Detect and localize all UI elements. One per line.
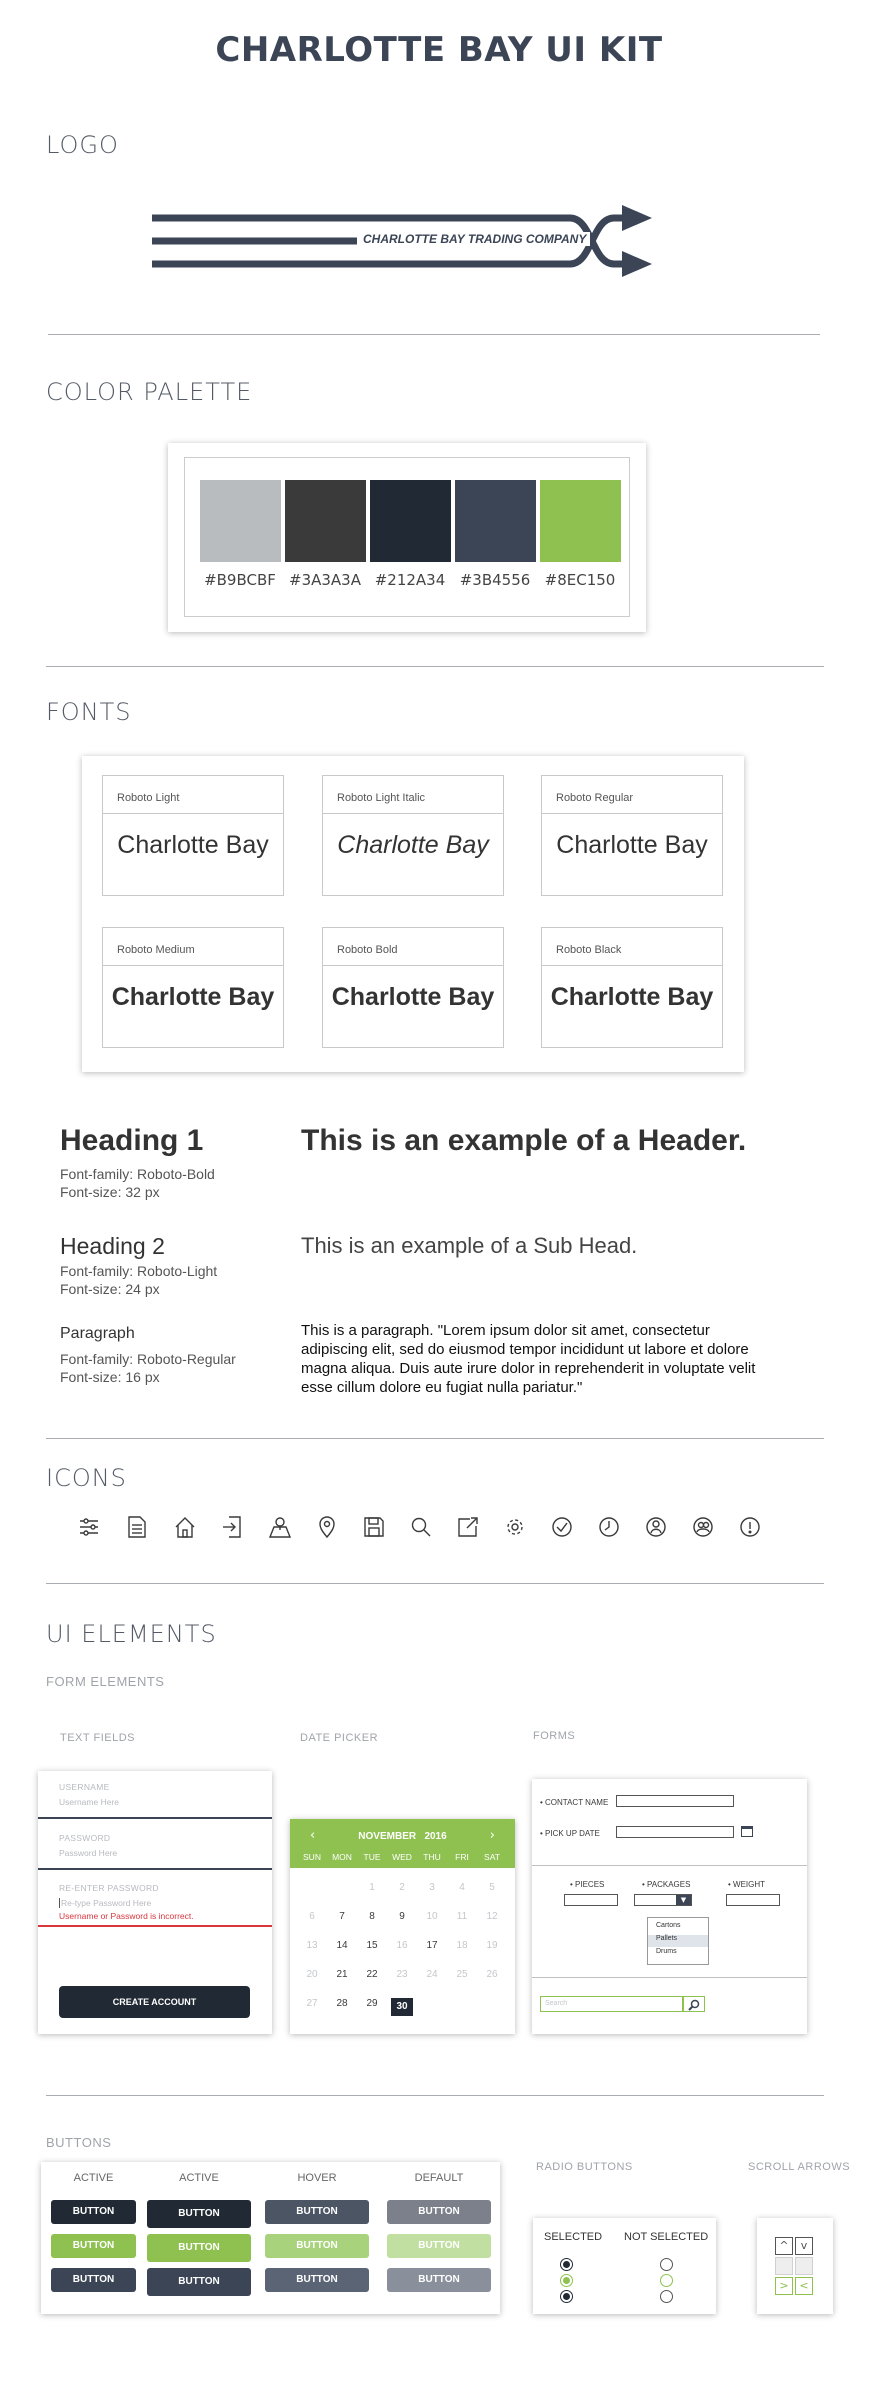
search-icon bbox=[413, 1519, 431, 1537]
date-picker-label: DATE PICKER bbox=[300, 1732, 379, 1744]
scroll-arrows-card bbox=[757, 2218, 833, 2314]
error-message: Username or Password is incorrect. bbox=[59, 1911, 194, 1921]
forms-card bbox=[532, 1779, 807, 2034]
forms-label: FORMS bbox=[533, 1730, 576, 1742]
divider bbox=[46, 1583, 824, 1584]
button-sample[interactable]: BUTTON bbox=[147, 2200, 251, 2228]
scroll-arrows-label: SCROLL ARROWS bbox=[748, 2161, 851, 2173]
calendar-weekday: FRI bbox=[455, 1852, 469, 1862]
calendar-weekday: SUN bbox=[303, 1852, 321, 1862]
calendar-date[interactable]: 21 bbox=[336, 1969, 348, 1980]
repassword-label: RE-ENTER PASSWORD bbox=[59, 1883, 159, 1893]
button-sample[interactable]: BUTTON bbox=[51, 2234, 136, 2258]
color-hex-label: #212A34 bbox=[374, 571, 446, 589]
divider bbox=[46, 666, 824, 667]
chevron-down-icon: ▼ bbox=[676, 1895, 691, 1905]
calendar-date[interactable]: 17 bbox=[426, 1940, 438, 1951]
pieces-input[interactable] bbox=[564, 1894, 618, 1906]
font-sample-box bbox=[102, 927, 284, 1048]
calendar-date[interactable]: 6 bbox=[309, 1911, 315, 1922]
calendar-date[interactable]: 29 bbox=[366, 1998, 378, 2009]
calendar-date[interactable]: 14 bbox=[336, 1940, 348, 1951]
button-sample[interactable]: BUTTON bbox=[265, 2268, 369, 2292]
location-pin-icon bbox=[320, 1517, 334, 1537]
font-name-label: Roboto Bold bbox=[323, 928, 503, 966]
packages-option[interactable]: Pallets bbox=[648, 1935, 708, 1947]
font-sample-box bbox=[541, 927, 723, 1048]
button-sample[interactable]: BUTTON bbox=[387, 2200, 491, 2224]
calendar-date[interactable]: 28 bbox=[336, 1998, 348, 2009]
calendar-date[interactable]: 11 bbox=[456, 1911, 468, 1922]
date-picker-card bbox=[290, 1819, 515, 2034]
search-icon bbox=[684, 1998, 704, 2012]
pieces-label: • PIECES bbox=[570, 1880, 605, 1889]
font-name-label: Roboto Light bbox=[103, 776, 283, 814]
scroll-up-disabled-icon bbox=[775, 2257, 793, 2275]
radio-unselected[interactable] bbox=[660, 2290, 673, 2303]
font-name-label: Roboto Black bbox=[542, 928, 722, 966]
calendar-date-selected[interactable]: 30 bbox=[391, 1998, 413, 2016]
font-name-label: Roboto Light Italic bbox=[323, 776, 503, 814]
font-sample-box bbox=[322, 775, 504, 896]
users-circle-icon bbox=[694, 1518, 712, 1536]
heading2-family: Font-family: Roboto-Light bbox=[60, 1263, 218, 1279]
color-swatch bbox=[285, 480, 366, 562]
button-sample[interactable]: BUTTON bbox=[51, 2268, 136, 2292]
divider bbox=[48, 334, 820, 335]
selected-header: SELECTED bbox=[544, 2231, 603, 2243]
search-button[interactable] bbox=[683, 1996, 705, 2012]
repassword-input[interactable]: Re-type Password Here Username or Password is incorrect. bbox=[38, 1895, 272, 1927]
color-hex-label: #B9BCBF bbox=[204, 571, 276, 589]
form-elements-label: FORM ELEMENTS bbox=[46, 1674, 165, 1689]
scroll-right-icon[interactable]: > bbox=[775, 2277, 793, 2295]
font-name-label: Roboto Medium bbox=[103, 928, 283, 966]
username-label: USERNAME bbox=[59, 1782, 110, 1792]
info-icon bbox=[741, 1518, 759, 1536]
heading2-title: Heading 2 bbox=[60, 1233, 165, 1259]
calendar-month: NOVEMBER bbox=[358, 1831, 417, 1842]
radio-dot bbox=[563, 2293, 570, 2300]
divider bbox=[46, 1438, 824, 1439]
font-sample-text: Charlotte Bay bbox=[337, 831, 489, 859]
button-sample[interactable]: BUTTON bbox=[147, 2234, 251, 2262]
document-icon bbox=[129, 1517, 145, 1537]
calendar-date[interactable]: 16 bbox=[396, 1940, 408, 1951]
calendar-date[interactable]: 13 bbox=[306, 1940, 318, 1951]
calendar-date[interactable]: 8 bbox=[369, 1911, 375, 1922]
button-column-header: ACTIVE bbox=[73, 2172, 114, 2184]
color-swatch bbox=[455, 480, 536, 562]
paragraph-family: Font-family: Roboto-Regular bbox=[60, 1351, 236, 1367]
section-title-palette: COLOR PALETTE bbox=[46, 378, 253, 406]
packages-dropdown bbox=[647, 1917, 709, 1965]
color-hex-label: #3A3A3A bbox=[289, 571, 361, 589]
radio-buttons-label: RADIO BUTTONS bbox=[536, 2161, 633, 2173]
button-sample[interactable]: BUTTON bbox=[387, 2268, 491, 2292]
calendar-prev-button[interactable]: ‹ bbox=[310, 1828, 316, 1843]
font-sample-text: Charlotte Bay bbox=[550, 983, 714, 1011]
company-logo bbox=[152, 205, 652, 285]
check-circle-icon bbox=[553, 1518, 571, 1536]
pickup-date-label: • PICK UP DATE bbox=[540, 1829, 600, 1838]
section-title-ui: UI ELEMENTS bbox=[46, 1620, 217, 1648]
heading2-example: This is an example of a Sub Head. bbox=[301, 1233, 638, 1258]
calendar-date[interactable]: 24 bbox=[426, 1969, 438, 1980]
password-input[interactable]: Password Here bbox=[38, 1845, 272, 1870]
radio-dot bbox=[563, 2261, 570, 2268]
gear-icon bbox=[508, 1520, 522, 1534]
contact-name-label: • CONTACT NAME bbox=[540, 1798, 609, 1807]
calendar-weekday: THU bbox=[423, 1852, 441, 1862]
scroll-down-icon[interactable]: v bbox=[795, 2237, 813, 2255]
calendar-date[interactable]: 2 bbox=[399, 1882, 405, 1893]
button-sample[interactable]: BUTTON bbox=[265, 2200, 369, 2224]
password-label: PASSWORD bbox=[59, 1833, 111, 1843]
not-selected-header: NOT SELECTED bbox=[624, 2231, 709, 2243]
search-input[interactable]: Search bbox=[540, 1996, 683, 2012]
font-sample-box bbox=[541, 775, 723, 896]
calendar-date[interactable]: 18 bbox=[456, 1940, 468, 1951]
color-swatch bbox=[540, 480, 621, 562]
calendar-date[interactable]: 10 bbox=[426, 1911, 438, 1922]
calendar-date[interactable]: 1 bbox=[369, 1882, 375, 1893]
text-fields-card bbox=[38, 1771, 272, 2034]
palette-card bbox=[168, 443, 646, 632]
calendar-date[interactable]: 15 bbox=[366, 1940, 378, 1951]
button-column-header: ACTIVE bbox=[179, 2172, 219, 2184]
packages-option[interactable]: Cartons bbox=[656, 1922, 681, 1929]
font-sample-text: Charlotte Bay bbox=[117, 831, 269, 859]
font-sample-box bbox=[102, 775, 284, 896]
fonts-card bbox=[82, 756, 744, 1072]
divider bbox=[46, 2095, 824, 2096]
radio-unselected[interactable] bbox=[660, 2258, 673, 2271]
calendar-weekday: TUE bbox=[363, 1852, 381, 1862]
calendar-weekday: MON bbox=[332, 1852, 352, 1862]
weight-label: • WEIGHT bbox=[728, 1880, 766, 1889]
button-sample[interactable]: BUTTON bbox=[51, 2200, 136, 2224]
font-sample-text: Charlotte Bay bbox=[111, 983, 275, 1011]
color-swatch bbox=[370, 480, 451, 562]
paragraph-title: Paragraph bbox=[60, 1325, 135, 1342]
clock-icon bbox=[600, 1518, 618, 1536]
button-column-header: DEFAULT bbox=[414, 2172, 464, 2184]
calendar-date[interactable]: 7 bbox=[339, 1911, 345, 1922]
calendar-icon[interactable] bbox=[741, 1826, 753, 1837]
calendar-date[interactable]: 5 bbox=[489, 1882, 495, 1893]
calendar-date[interactable]: 20 bbox=[306, 1969, 318, 1980]
font-name-label: Roboto Regular bbox=[542, 776, 722, 814]
share-icon bbox=[459, 1518, 477, 1536]
font-sample-text: Charlotte Bay bbox=[331, 983, 495, 1011]
sign-in-icon bbox=[223, 1517, 240, 1537]
calendar-date[interactable]: 23 bbox=[396, 1969, 408, 1980]
calendar-date[interactable]: 3 bbox=[429, 1882, 435, 1893]
heading1-size: Font-size: 32 px bbox=[60, 1184, 160, 1200]
create-account-button[interactable]: CREATE ACCOUNT bbox=[59, 1986, 250, 2018]
section-title-logo: LOGO bbox=[46, 131, 119, 159]
font-sample-text: Charlotte Bay bbox=[556, 831, 708, 859]
color-hex-label: #3B4556 bbox=[459, 571, 531, 589]
calendar-date[interactable]: 4 bbox=[459, 1882, 465, 1893]
packages-select[interactable] bbox=[634, 1894, 692, 1906]
save-icon bbox=[365, 1518, 383, 1536]
radio-selected[interactable] bbox=[560, 2258, 573, 2271]
heading1-title: Heading 1 bbox=[60, 1124, 204, 1157]
icon-row bbox=[76, 1514, 796, 1540]
section-title-icons: ICONS bbox=[46, 1464, 127, 1492]
home-icon bbox=[176, 1518, 194, 1537]
heading1-family: Font-family: Roboto-Bold bbox=[60, 1166, 215, 1182]
packages-label: • PACKAGES bbox=[642, 1880, 691, 1889]
calendar-weekday: WED bbox=[392, 1852, 412, 1862]
calendar-date[interactable]: 19 bbox=[486, 1940, 498, 1951]
calendar-next-button[interactable]: › bbox=[489, 1828, 495, 1843]
scroll-down-disabled-icon bbox=[795, 2257, 813, 2275]
button-sample[interactable]: BUTTON bbox=[265, 2234, 369, 2258]
calendar-date[interactable]: 26 bbox=[486, 1969, 498, 1980]
map-icon bbox=[270, 1518, 290, 1537]
buttons-card bbox=[41, 2162, 500, 2314]
calendar-date[interactable]: 27 bbox=[306, 1998, 318, 2009]
radio-unselected[interactable] bbox=[660, 2274, 673, 2287]
color-hex-label: #8EC150 bbox=[544, 571, 616, 589]
calendar-date[interactable]: 9 bbox=[399, 1911, 405, 1922]
contact-name-input[interactable] bbox=[616, 1795, 734, 1807]
logo-text: CHARLOTTE BAY TRADING COMPANY bbox=[359, 232, 590, 246]
button-sample[interactable]: BUTTON bbox=[387, 2234, 491, 2258]
username-input[interactable]: Username Here bbox=[38, 1794, 272, 1819]
scroll-up-icon[interactable]: ^ bbox=[775, 2237, 793, 2255]
paragraph-size: Font-size: 16 px bbox=[60, 1369, 160, 1385]
calendar-weekday: SAT bbox=[484, 1852, 500, 1862]
radio-card bbox=[533, 2218, 716, 2314]
button-sample[interactable]: BUTTON bbox=[147, 2268, 251, 2296]
buttons-label: BUTTONS bbox=[46, 2135, 112, 2150]
paragraph-example: This is a paragraph. "Lorem ipsum dolor sit amet, consectetur adipiscing elit, sed do eiusmod tempor incididunt ut labore et dolore magna aliqua. Duis aute irure dolor in reprehenderit in voluptate velit esse cillum dolore eu fugiat nulla pariatur." bbox=[301, 1322, 756, 1396]
pickup-date-input[interactable] bbox=[616, 1826, 734, 1838]
color-swatch bbox=[200, 480, 281, 562]
calendar-date[interactable]: 25 bbox=[456, 1969, 468, 1980]
packages-option[interactable]: Drums bbox=[656, 1948, 677, 1955]
radio-selected[interactable] bbox=[560, 2274, 573, 2287]
font-sample-box bbox=[322, 927, 504, 1048]
page-title: CHARLOTTE BAY UI KIT bbox=[215, 30, 663, 70]
section-title-fonts: FONTS bbox=[46, 698, 132, 726]
radio-dot bbox=[563, 2277, 570, 2284]
sliders-icon bbox=[80, 1519, 98, 1535]
calendar-date[interactable]: 22 bbox=[366, 1969, 378, 1980]
text-fields-label: TEXT FIELDS bbox=[60, 1732, 135, 1744]
radio-selected[interactable] bbox=[560, 2290, 573, 2303]
button-column-header: HOVER bbox=[297, 2172, 337, 2184]
calendar-title bbox=[290, 1831, 515, 1842]
calendar-year: 2016 bbox=[424, 1831, 447, 1842]
weight-input[interactable] bbox=[726, 1894, 780, 1906]
heading1-example: This is an example of a Header. bbox=[301, 1124, 747, 1157]
scroll-left-icon[interactable]: < bbox=[795, 2277, 813, 2295]
calendar-date[interactable]: 12 bbox=[486, 1911, 498, 1922]
heading2-size: Font-size: 24 px bbox=[60, 1281, 160, 1297]
user-circle-icon bbox=[647, 1518, 665, 1536]
